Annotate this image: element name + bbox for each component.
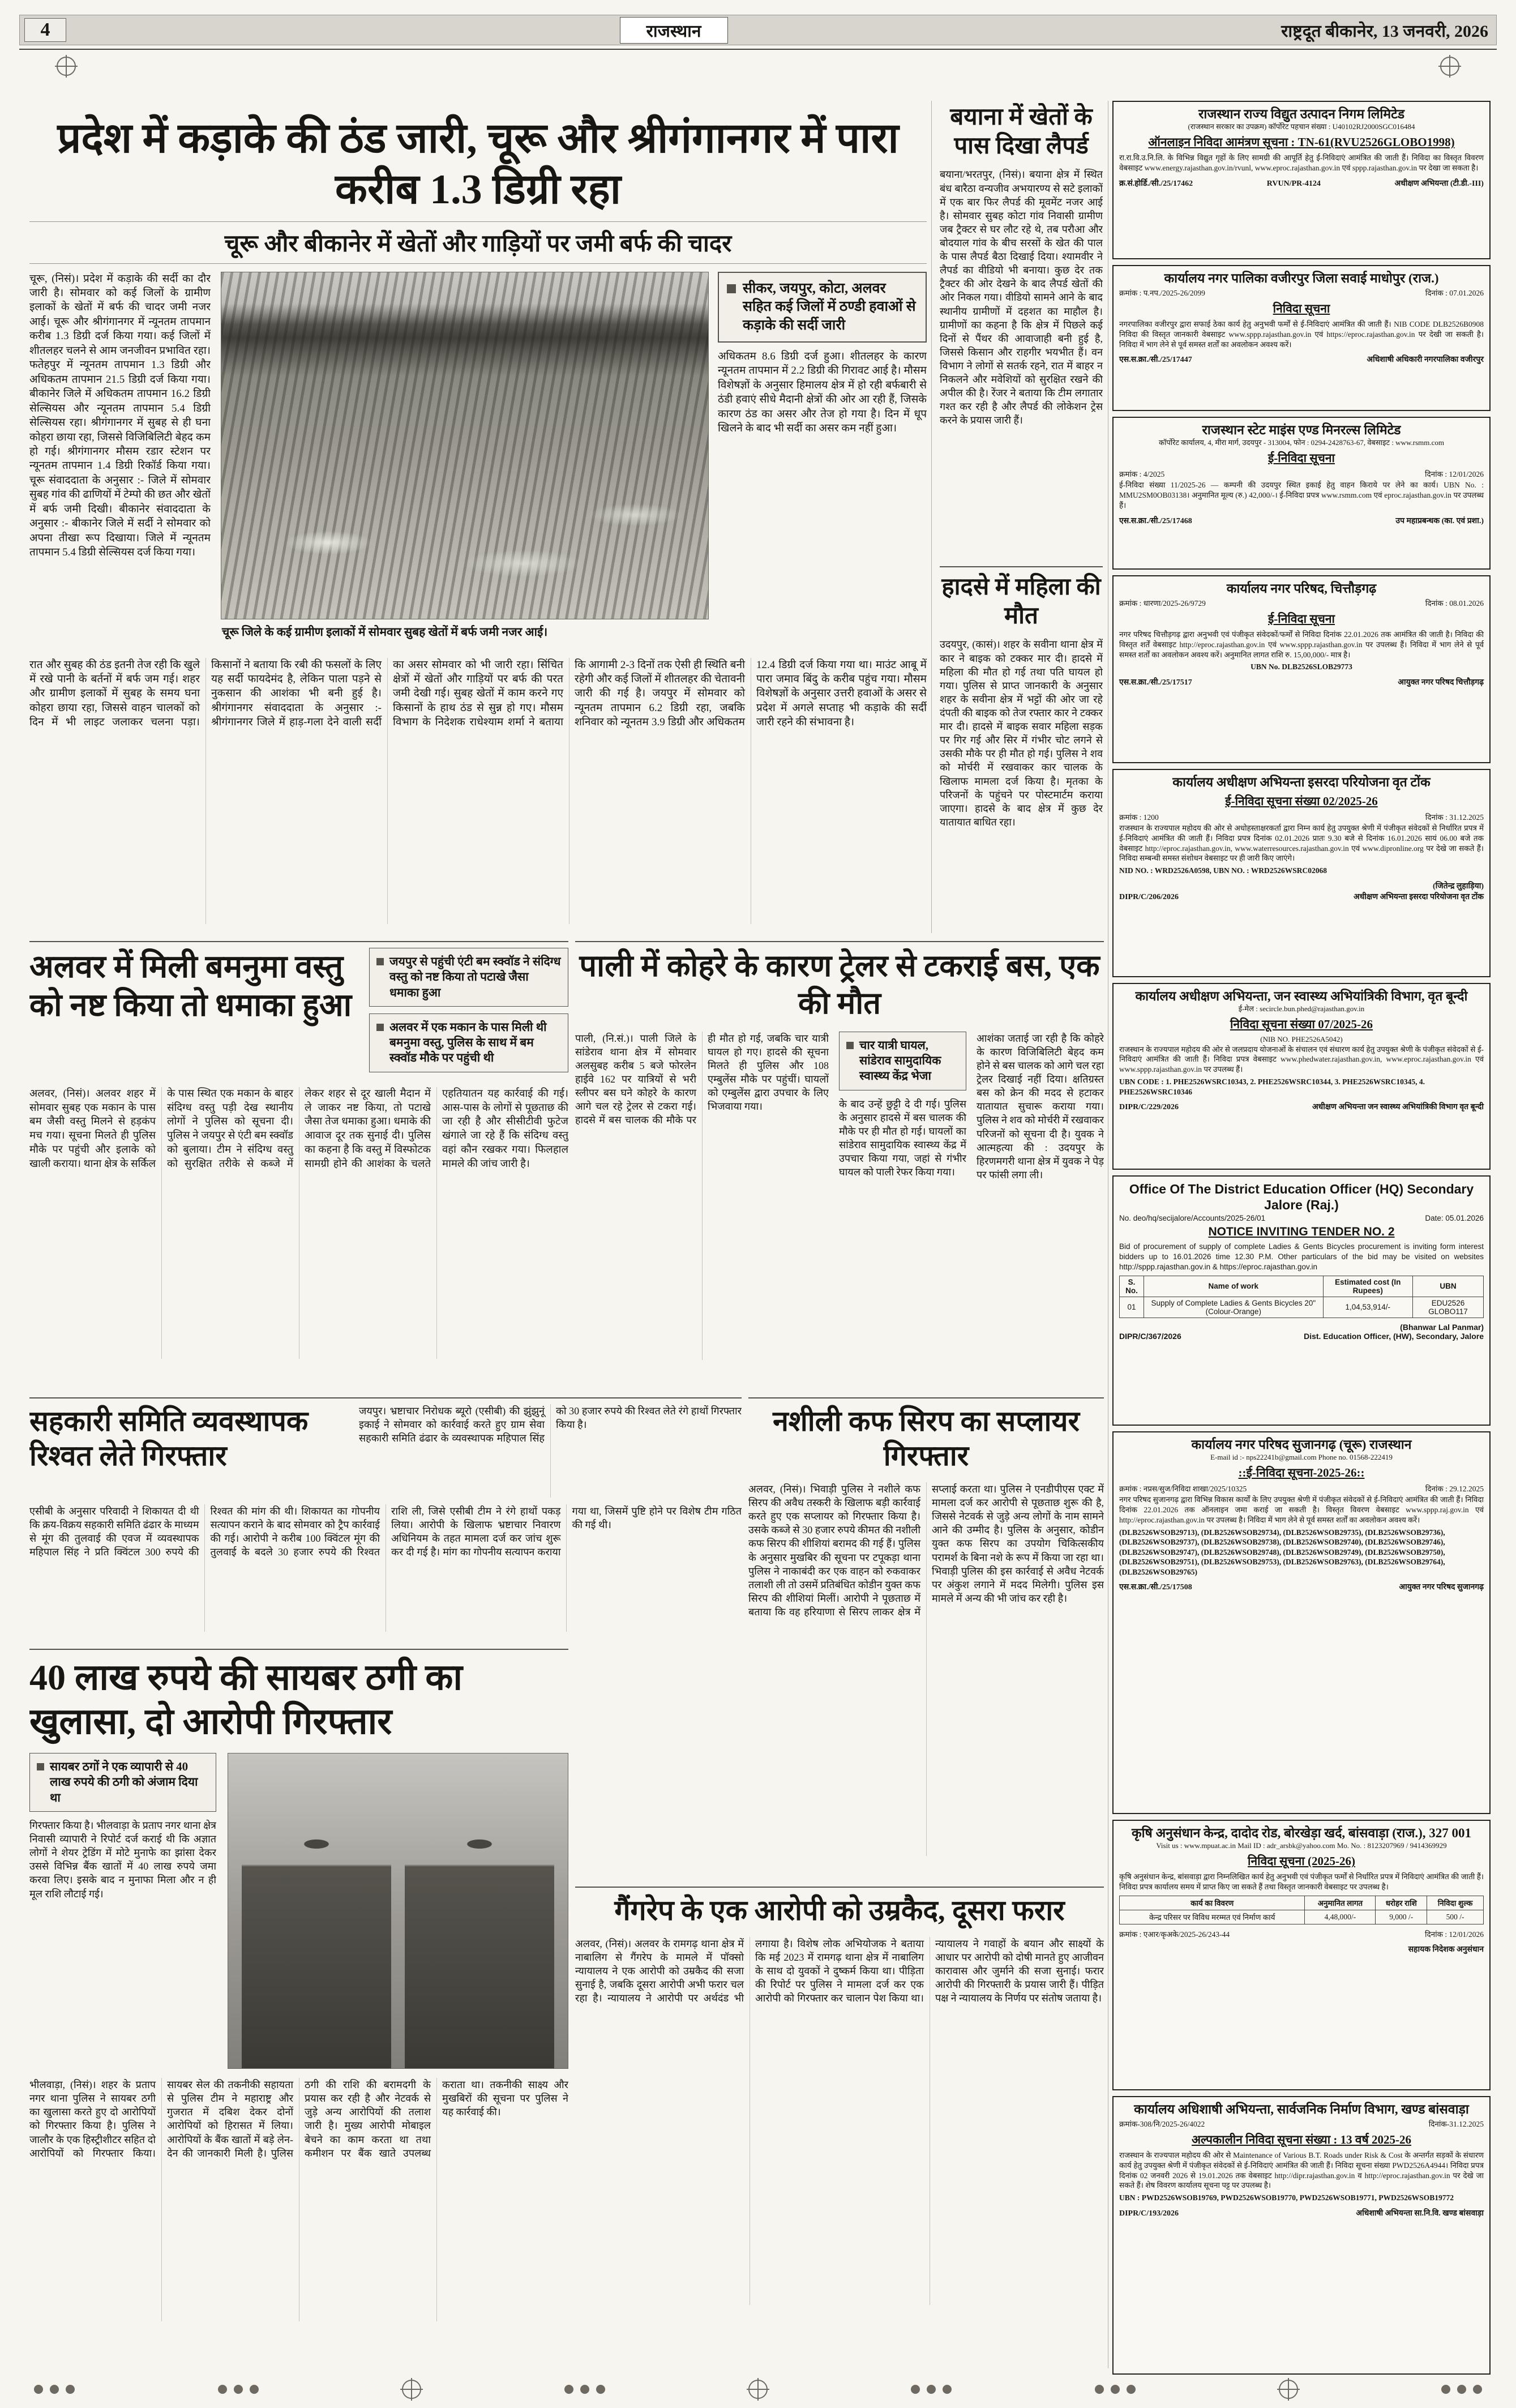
ad-body: राजस्थान के राज्यपाल महोदय की ओर से जलप्रदाय योजनाओं के संचालन एवं संधारण कार्य हेतु उपयुक्त श्रेणी के पंजीकृत संवेदकों से ई-निविदाएं आमंत्रित की जाती हैं। निविदा प्रपत्र वेबसाइट www.phedwater.rajasthan.gov.in, www.eproc.rajasthan.gov.in एवं www.sppp.rajasthan.gov.in पर उपलब्ध हैं। (1119, 1045, 1484, 1074)
story-body: एसीबी के अनुसार परिवादी ने शिकायत दी थी कि क्रय-विक्रय सहकारी समिति ढंढार के माध्यम से मूंग की तुलवाई की एवज में व्यवस्थापक महिपाल सिंह ने प्रति क्विंटल 300 रुपये की रिश्वत की मांग की थी। शिकायत का गोपनीय सत्यापन कराने के बाद सोमवार को ट्रैप कार्रवाई की गई। आरोपी ने करीब 100 क्विंटल मूंग की तुलवाई के बदले 30 हजार रुपये की रिश्वत राशि ली, जिसे एसीबी टीम ने रंगे हाथों पकड़ लिया। आरोपी के खिलाफ भ्रष्टाचार निवारण अधिनियम के तहत मामला दर्ज कर जांच शुरू कर दी गई है। मांग का गोपनीय सत्यापन कराया गया था, जिसमें पुष्टि होने पर विशेष टीम गठित की गई थी। (29, 1505, 742, 1558)
ad-footer (1119, 1581, 1484, 1592)
story-body: बयाना/भरतपुर, (निसं)। बयाना क्षेत्र में स्थित बंध बारैठा वन्यजीव अभयारण्य से सटे इलाकों में एक बार फिर लैपर्ड की मूवमेंट नजर आई है। सोमवार सुबह कोटा गांव निवासी ग्रामीण जब ट्रैक्टर से घर लौट रहे थे, तब परौआ और बोदयाल गांव के बीच सरसों के खेत की पाल के पास लैपर्ड बैठा दिखाई दिया। श्यामवीर ने लैपर्ड का वीडियो भी बनाया। कुछ देर तक ट्रैक्टर की ओर देखने के बाद लैपर्ड खेतों की ओर निकल गया। वीडियो सामने आने के बाद स्थानीय ग्रामीणों में दहशत का माहौल है। ग्रामीणों का कहना है कि क्षेत्र में पिछले कई दिनों से पैंथर की आवाजाही बनी हुई है, जिससे किसान और राहगीर भयभीत हैं। वन विभाग ने लोगों से सतर्क रहने, रात में बाहर न निकलने और मवेशियों को सुरक्षित रखने की अपील की है। रेंजर ने बताया कि टीम लगातार गश्त कर रही है और लैपर्ड की लोकेशन ट्रेस करने के प्रयास जारी हैं। (940, 169, 1103, 426)
highlight-text: अलवर में एक मकान के पास मिली थी बमनुमा वस्तु, पुलिस के साथ में बम स्क्वॉड मौके पर पहुंची थी (389, 1020, 547, 1065)
story-top-row (29, 948, 568, 1079)
ad-ref-number: क्रमांक : 1200 (1119, 813, 1159, 822)
ad-ubn: UBN CODE : 1. PHE2526WSRC10343, 2. PHE2526WSRC10344, 3. PHE2526WSRC10345, 4. PHE2526WSRC10346 (1119, 1077, 1425, 1096)
ad-ubn: UBN No. DLB2526SLOB29773 (1251, 662, 1352, 671)
story-headline: 40 लाख रुपये की सायबर ठगी का खुलासा, दो आरोपी गिरफ्तार (29, 1657, 462, 1742)
ad-ubn: NID NO. : WRD2526A0598, UBN NO. : WRD2526WSRC02068 (1119, 866, 1327, 875)
story-body-left: पाली, (नि.सं.)। पाली जिले के सांडेराव थाना क्षेत्र में सोमवार अलसुबह करीब 5 बजे फोरलेन हाईवे 162 पर यात्रियों से भरी स्लीपर बस घने कोहरे के कारण आगे चल रहे ट्रेलर से टकरा गई। हादसे में बस चालक की मौके पर ही मौत हो गई, जबकि चार यात्री घायल हो गए। हादसे की सूचना मिलते ही पुलिस और 108 एम्बुलेंस मौके पर पहुंचीं। घायलों को एम्बुलेंस द्वारा उपचार के लिए भिजवाया गया। (575, 1032, 829, 1126)
highlight-box (839, 1032, 966, 1090)
ad-signatory: अधिशाषी अधिकारी नगरपालिका वजीरपुर (1367, 356, 1484, 365)
ad-subtitle: (राजस्थान सरकार का उपक्रम) कॉर्पोरेट पहचान संख्या : U40102RJ2000SGC016484 (1188, 122, 1415, 131)
ad-subtitle: Visit us : www.mpuat.ac.in Mail ID : adr_arsbk@yahoo.com Mo. No. : 8123207969 / 9414369929 (1156, 1841, 1447, 1850)
ad-footer (1119, 515, 1484, 526)
ad-sign-name: (जितेन्द्र लुहाड़िया) (1433, 882, 1484, 891)
ad-heading: ::ई-निविदा सूचना-2025-26:: (1238, 1466, 1365, 1480)
tender-rvunl (1112, 101, 1491, 259)
ad-ref-number: क्रमांक : एआर/कृअके/2025-26/243-44 (1119, 1930, 1230, 1939)
ad-footer (1119, 880, 1484, 902)
ad-press-ref: RVUN/PR-4124 (1266, 179, 1321, 188)
ad-body: नगरपालिका वजीरपुर द्वारा सफाई ठेका कार्य हेतु अनुभवी फर्मों से ई-निविदाएं आमंत्रित की जाती हैं। NIB CODE DLB2526B0908 निविदा की विस्तृत जानकारी वेबसाइट www.sppp.rajasthan.gov.in एवं https://eproc.rajasthan.gov.in पर देखी जा सकती है। निविदा में भाग लेने से पूर्व समस्त शर्तों का अवलोकन अवश्य करें। (1119, 320, 1484, 349)
story-columns-row (575, 1032, 1104, 1360)
ad-title: कार्यालय अधीक्षण अभियन्ता, जन स्वास्थ्य अभियांत्रिकी विभाग, वृत बून्दी (1135, 989, 1468, 1003)
tender-sujangarh (1112, 1431, 1491, 1814)
ad-body: Bid of procurement of supply of complete Ladies & Gents Bicycles procurement is inviting form interest bidders up to 16.01.2026 time 12.30 P.M. Other particulars of the bid may be visited on websites http://sppp.rajasthan.gov.in & https://eproc.rajasthan.gov.in (1119, 1242, 1484, 1271)
story-headline: हादसे में महिला की मौत (941, 574, 1101, 630)
tender-isarda (1112, 769, 1491, 977)
ad-ref-number: क्र.सं.होर्डि./सी./25/17462 (1119, 179, 1193, 188)
ad-body: ई-निविदा संख्या 11/2025-26 — कम्पनी की उदयपुर स्थित इकाई हेतु वाहन किराये पर लेने का कार्य। UBN No. : MMU2SM0OB03138। अनुमानित मूल्य (रु.) 42,000/-। ई-निविदा प्रपत्र www.rsmm.com एवं eproc.rajasthan.gov.in पर उपलब्ध हैं। (1119, 481, 1484, 510)
print-dots (1095, 2385, 1136, 2394)
registration-mark (1440, 57, 1459, 76)
ad-ref-number: क्रमांक : धारणा/2025-26/9729 (1119, 599, 1206, 608)
ad-date: दिनांक : 07.01.2026 (1425, 289, 1484, 298)
story-cough-syrup-supplier (748, 1397, 1104, 1887)
registration-marks-row (34, 2380, 1482, 2399)
accused-men-photo (228, 1753, 568, 2069)
ad-heading: निविदा सूचना (2025-26) (1248, 1854, 1355, 1868)
person-silhouette (242, 1816, 391, 2068)
highlight-text: सीकर, जयपुर, कोटा, अलवर सहित कई जिलों में ठण्डी हवाओं से कड़ाके की सर्दी जारी (743, 280, 916, 333)
ad-sign-title: अधीक्षण अभियन्ता इसरदा परियोजना वृत टोंक (1354, 892, 1484, 901)
print-dots (34, 2385, 75, 2394)
side-text: अधिकतम 8.6 डिग्री दर्ज हुआ। शीतलहर के कारण न्यूनतम तापमान में 2.2 डिग्री की गिरावट आई है। मौसम विशेषज्ञों के अनुसार हिमालय क्षेत्र में हो रही बर्फबारी से ठंडी हवाएं सीधे मैदानी क्षेत्रों की ओर आ रही हैं, जिसके कारण ठंड का असर और तेज हो गया है। दिन में धूप खिलने के बाद भी सर्दी का असर कम नहीं हुआ। (718, 350, 927, 435)
ad-heading: ई-निविदा सूचना (1268, 451, 1335, 465)
ad-date: दिनांक : 12/01/2026 (1424, 470, 1484, 479)
story-intro: जयपुर। भ्रष्टाचार निरोधक ब्यूरो (एसीबी) की झुंझुनूं इकाई ने सोमवार को कार्रवाई करते हुए ग्राम सेवा सहकारी समिति ढंढार के व्यवस्थापक महिपाल सिंह को 30 हजार रुपये की रिश्वत लेते रंगे हाथों गिरफ्तार किया है। (359, 1405, 742, 1444)
tender-bundi (1112, 983, 1491, 1170)
table-cell: 1,04,53,914/- (1323, 1297, 1412, 1318)
ad-ref-number: DIPR/C/229/2026 (1119, 1103, 1179, 1112)
highlight-text: जयपुर से पहुंची एंटी बम स्क्वॉड ने संदिग्ध वस्तु को नष्ट किया तो पटाखे जैसा धमाका हुआ (389, 955, 561, 999)
ad-heading: ऑनलाइन निविदा आमंत्रण सूचना : TN-61(RVU2526GLOBO1998) (1148, 135, 1455, 149)
table-header: Estimated cost (In Rupees) (1323, 1276, 1412, 1297)
story-body: उदयपुर, (कासं)। शहर के सवीना थाना क्षेत्र में कार ने बाइक को टक्कर मार दी। हादसे में महिला की मौत हो गई तथा पति घायल हो गया। पुलिस से प्राप्त जानकारी के अनुसार शहर के सवीना क्षेत्र में भट्टों की ओर जा रहे दंपती की बाइक को तेज रफ्तार कार ने टक्कर मार दी। हादसे में बाइक सवार महिला सड़क पर गिर गई और सिर में गंभीर चोट लगने से उसकी मौके पर ही मौत हो गई। पुलिस ने शव को मोर्चरी में रखवाकर कार चालक के खिलाफ मामला दर्ज किया है। मृतका के परिजनों के पहुंचने पर पोस्टमार्टम कराया जाएगा। हादसे के बाद क्षेत्र में कुछ देर यातायात बाधित रहा। (940, 639, 1103, 828)
ad-footer (1119, 354, 1484, 365)
highlight-box (718, 272, 927, 343)
ad-footer (1119, 1323, 1484, 1341)
ad-heading: निविदा सूचना (1273, 302, 1330, 316)
ad-footer (1119, 2208, 1484, 2218)
ad-title: Office Of The District Education Officer (HQ) Secondary Jalore (Raj.) (1129, 1182, 1474, 1213)
registration-mark (1279, 2380, 1298, 2399)
ad-signatory: अधीक्षण अभियन्ता जन स्वास्थ्य अभियांत्रिकी विभाग वृत बून्दी (1312, 1103, 1484, 1112)
table-header-row (1120, 1896, 1484, 1910)
story-subhead: चूरू और बीकानेर में खेतों और गाड़ियों पर जमी बर्फ की चादर (29, 221, 927, 264)
story-leopard (940, 103, 1103, 561)
print-dots (564, 2385, 605, 2394)
story-headline: प्रदेश में कड़ाके की ठंड जारी, चूरू और श्रीगंगानगर में पारा करीब 1.3 डिग्री रहा (57, 116, 899, 213)
ad-refline (1119, 1929, 1484, 1939)
bullet-square-icon (37, 1763, 44, 1770)
tender-table (1119, 1276, 1484, 1318)
ad-body: नगर परिषद चित्तौड़गढ़ द्वारा अनुभवी एवं पंजीकृत संवेदकों/फर्मों से निविदा दिनांक 22.01.2026 तक आमंत्रित की जाती है। निविदा की विस्तृत शर्तें वेबसाइट http://eproc.rajasthan.gov.in एवं www.sppp.rajasthan.gov.in पर उपलब्ध हैं। निविदा में भाग लेने से पूर्व समस्त शर्तों का अवलोकन अवश्य करें। अनुमानित लागत राशि रु. 15,00,000/- मात्र है। (1119, 630, 1484, 659)
registration-mark (402, 2380, 421, 2399)
story-accident-death (940, 566, 1103, 940)
print-dots (218, 2385, 259, 2394)
table-header: धरोहर राशि (1376, 1896, 1427, 1910)
story-headline: सहकारी समिति व्यवस्थापक रिश्वत लेते गिरफ्तार (29, 1405, 309, 1472)
column-divider (931, 101, 932, 933)
page-number: 4 (24, 18, 66, 42)
ad-ref-number: No. deo/hq/secijalore/Accounts/2025-26/01 (1119, 1214, 1266, 1223)
tender-chittorgarh (1112, 575, 1491, 763)
table-row (1120, 1297, 1484, 1318)
table-cell: EDU2526 GLOBO117 (1413, 1297, 1484, 1318)
ad-date: दिनांक : 31.12.2025 (1425, 813, 1484, 822)
ad-ref-number: एस.स.क्रा./सी./25/17517 (1119, 678, 1192, 687)
ad-refline (1119, 598, 1484, 608)
photo-caption: चूरू जिले के कई ग्रामीण इलाकों में सोमवार सुबह खेतों में बर्फ जमी नजर आई। (222, 625, 548, 639)
story-side-text: गिरफ्तार किया है। भीलवाड़ा के प्रताप नगर थाना क्षेत्र निवासी व्यापारी ने रिपोर्ट दर्ज कराई थी कि अज्ञात लोगों ने शेयर ट्रेडिंग में मोटे मुनाफे का झांसा देकर उससे विभिन्न बैंक खातों में 40 लाख रुपये जमा करवा लिए। इसके बाद न मुनाफा मिला और न ही मूल राशि लौटाई गई। (29, 1820, 216, 1900)
ad-ref-number: क्रमांक-308/नि/2025-26/4022 (1119, 2120, 1205, 2129)
masthead-rule (19, 49, 1497, 50)
story-body-mid: के बाद उन्हें छुट्टी दे दी गई। पुलिस के अनुसार हादसे में बस चालक की मौके पर ही मौत हो गई। घायलों का सांडेराव सामुदायिक स्वास्थ्य केंद्र में उपचार किया गया, जहां से गंभीर घायल को पाली रेफर किया गया। (839, 1098, 966, 1178)
ad-body: राजस्थान के राज्यपाल महोदय की ओर से Maintenance of Various B.T. Roads under Risk & Cost के अन्तर्गत सड़कों के संधारण कार्य हेतु उपयुक्त श्रेणी में पंजीकृत संवेदकों से ई-निविदाएं आमंत्रित की जाती हैं। निविदा सूचना संख्या PWD2526A4944। निविदा प्रपत्र दिनांक 02 जनवरी 2026 से 19.01.2026 तक वेबसाइट http://dipr.rajasthan.gov.in व http://eproc.rajasthan.gov.in पर देखे जा सकते हैं। शेष विवरण कार्यालय सूचना पट्ट पर उपलब्ध है। (1119, 2151, 1484, 2190)
ad-ubn: UBN : PWD2526WSOB19769, PWD2526WSOB19770, PWD2526WSOB19771, PWD2526WSOB19772 (1119, 2193, 1454, 2202)
table-cell: 9,000 /- (1376, 1910, 1427, 1924)
ad-footer (1119, 677, 1484, 687)
ad-signatory: अधिशाषी अभियन्ता सा.नि.वि. खण्ड बांसवाड़ा (1356, 2209, 1484, 2218)
bullet-square-icon (376, 1024, 384, 1031)
tender-table (1119, 1896, 1484, 1924)
ad-ref-number: क्रमांक : नप्रस/सुज/निविदा शाखा/2025/10325 (1119, 1485, 1247, 1494)
registration-mark (748, 2380, 768, 2399)
table-header: कार्य का विवरण (1120, 1896, 1305, 1910)
table-header: S. No. (1120, 1276, 1144, 1297)
table-header-row (1120, 1276, 1484, 1297)
ad-refline (1119, 288, 1484, 298)
table-cell: केन्द्र परिसर पर विविध मरम्मत एवं निर्माण कार्य (1120, 1910, 1305, 1924)
ad-title: राजस्थान स्टेट माइंस एण्ड मिनरल्स लिमिटेड (1202, 423, 1401, 437)
bullet-square-icon (846, 1042, 854, 1049)
ad-refline (1119, 812, 1484, 822)
ad-heading: NOTICE INVITING TENDER NO. 2 (1208, 1225, 1395, 1239)
masthead (19, 15, 1497, 45)
ad-heading: निविदा सूचना संख्या 07/2025-26 (1230, 1017, 1373, 1032)
ad-heading: ई-निविदा सूचना संख्या 02/2025-26 (1225, 794, 1378, 809)
ad-title: कार्यालय अधीक्षण अभियन्ता इसरदा परियोजना वृत टोंक (1172, 775, 1431, 789)
ad-signatory: सहायक निदेशक अनुसंधान (1408, 1945, 1484, 1954)
ad-date: दिनांक : 08.01.2026 (1425, 599, 1484, 608)
ad-body: राजस्थान के राज्यपाल महोदय की ओर से अधोहस्ताक्षरकर्ता द्वारा निम्न कार्य हेतु उपयुक्त श्रेणी में पंजीकृत संवेदकों से निर्धारित प्रपत्र में ई-निविदाएं आमंत्रित की जाती हैं। निविदा प्रपत्र दिनांक 02.01.2026 प्रातः 9.30 बजे से दिनांक 16.01.2026 सायं 06.00 बजे तक वेबसाइट http://eproc.rajasthan.gov.in, www.waterresources.rajasthan.gov.in एवं www.dipronline.org पर देखे जा सकते हैं। निविदा सम्बन्धी समस्त संशोधन वेबसाइट पर ही जारी किए जाएंगे। (1119, 824, 1484, 863)
ad-body: नगर परिषद सुजानगढ़ द्वारा विभिन्न विकास कार्यों के लिए उपयुक्त श्रेणी में पंजीकृत संवेदकों से ई-निविदाएं आमंत्रित की जाती हैं। निविदा दिनांक 22.01.2026 तक ऑनलाइन जमा कराई जा सकती है। विस्तृत विवरण वेबसाइट www.sppp.raj.gov.in एवं http://eproc.rajasthan.gov.in पर उपलब्ध है। निविदा में भाग लेने से पूर्व समस्त शर्तों का अवलोकन अवश्य करें। (1119, 1495, 1484, 1524)
story-photo-row (29, 272, 927, 650)
ad-ref-number: एस.स.क्रा./सी./25/17447 (1119, 356, 1192, 365)
story-bus-trailer-collision (575, 941, 1104, 1398)
print-dots (1441, 2385, 1482, 2394)
person-silhouette (405, 1816, 554, 2068)
ad-refline (1119, 1483, 1484, 1494)
ad-footer (1119, 1101, 1484, 1112)
ad-title: कृषि अनुसंधान केन्द्र, दादोद रोड, बोरखेड़ा खर्द, बांसवाड़ा (राज.), 327 001 (1131, 1826, 1472, 1840)
ad-signatory: उप महाप्रबन्धक (का. एवं प्रशा.) (1395, 516, 1484, 525)
story-bribery-arrest (29, 1397, 742, 1649)
table-header: UBN (1413, 1276, 1484, 1297)
ad-ref-number: एस.स.क्रा./सी./25/17508 (1119, 1583, 1192, 1592)
ad-title: कार्यालय नगर परिषद, चित्तौड़गढ़ (1226, 581, 1377, 596)
bullet-square-icon (727, 284, 736, 293)
story-headline: अलवर में मिली बमनुमा वस्तु को नष्ट किया तो धमाका हुआ (29, 949, 352, 1024)
ad-ref-number: क्रमांक : 4/2025 (1119, 470, 1165, 479)
story-lead-column: चूरू, (निसं)। प्रदेश में कड़ाके की सर्दी का दौर जारी है। सोमवार को कई जिलों के ग्रामीण इलाकों के खेतों में बर्फ की चादर जमी नजर आई। चूरू और श्रीगंगानगर में न्यूनतम तापमान करीब 1.3 डिग्री दर्ज किया गया। कई जिलों में शीतलहर चलने से आम जनजीवन प्रभावित रहा। फतेहपुर में न्यूनतम तापमान 1.3 डिग्री और अधिकतम तापमान 21.5 डिग्री दर्ज किया गया। बीकानेर जिले में अधिकतम तापमान 16.2 डिग्री सेल्सियस और न्यूनतम तापमान 5.4 डिग्री सेल्सियस रहा। श्रीगंगानगर में सुबह से ही घना कोहरा छाया रहा, जिससे विजिबिलिटी बेहद कम हो गई। श्रीगंगानगर मौसम रडार स्टेशन पर न्यूनतम तापमान 1.4 डिग्री रिकॉर्ड किया गया। चूरू संवाददाता के अनुसार :- जिले में सोमवार सुबह गांव की ढाणियों में टेम्पो की छत और खेतों में बर्फ जमी दिखी। बीकानेर संवाददाता के अनुसार :- बीकानेर जिले में सर्दी ने सोमवार को अपना तीखा रूप दिखाया। जिले में न्यूनतम तापमान 5.4 डिग्री सेल्सियस दर्ज किया गया। (29, 272, 211, 559)
ad-footer (1119, 1944, 1484, 1954)
ad-ref-number: DIPR/C/206/2026 (1119, 892, 1179, 901)
ad-subtitle: कॉर्पोरेट कार्यालय, 4, मीरा मार्ग, उदयपुर - 313004, फोन : 0294-2428763-67, वेबसाइट : www.rsmm.com (1158, 438, 1444, 447)
ad-subtitle: E-mail id :- nps22241b@gmail.com Phone no. 01568-222419 (1210, 1453, 1393, 1462)
ad-sign-title: Dist. Education Officer, (HW), Secondary, Jalore (1304, 1331, 1484, 1341)
ad-signatory (1304, 1323, 1484, 1341)
registration-mark (57, 57, 76, 76)
masthead-center (66, 17, 1281, 44)
story-headline: नशीली कफ सिरप का सप्लायर गिरफ्तार (773, 1405, 1080, 1472)
ad-date: दिनांक : 12/01/2026 (1424, 1930, 1484, 1939)
ad-date: Date: 05.01.2026 (1425, 1214, 1484, 1223)
ad-title: कार्यालय नगर परिषद सुजानगढ़ (चूरू) राजस्थान (1191, 1438, 1412, 1452)
tender-notices-column (1112, 101, 1491, 2380)
story-photo-row (29, 1753, 568, 2070)
story-cyber-fraud (29, 1649, 568, 2370)
ad-refline (1119, 2119, 1484, 2129)
story-body-right: आशंका जताई जा रही है कि कोहरे के कारण विजिबिलिटी बेहद कम होने से बस चालक को आगे चल रहा ट्रेलर दिखाई नहीं दिया। क्षतिग्रस्त बस को क्रेन की मदद से हटाकर यातायात सुचारू कराया गया। पुलिस ने शव को मोर्चरी में रखवाकर परिजनों को सूचना दी है। युवक ने आत्महत्या की : उदयपुर के हिरणमगरी थाना क्षेत्र में युवक ने पेड़ पर फांसी लगा ली। (977, 1032, 1104, 1181)
table-header: निविदा शुल्क (1427, 1896, 1484, 1910)
ad-ref-number: एस.स.क्रा./सी./25/17468 (1119, 516, 1192, 525)
print-dots (911, 2385, 952, 2394)
ad-refline (1119, 1214, 1484, 1222)
table-header: अनुमानित लागत (1305, 1896, 1376, 1910)
frost-field-photo (221, 272, 709, 619)
story-body: भीलवाड़ा, (निसं)। शहर के प्रताप नगर थाना पुलिस ने सायबर ठगी का खुलासा करते हुए दो आरोपियों को गिरफ्तार किया है। पुलिस ने जालौर के एक हिस्ट्रीशीटर सहित दो आरोपियों को गिरफ्तार किया। सायबर सेल की तकनीकी सहायता से पुलिस टीम ने महाराष्ट्र और गुजरात में दबिश देकर दोनों आरोपियों को हिरासत में लिया। आरोपियों के बैंक खातों में बड़े लेन-देन की जानकारी मिली है। पुलिस ठगी की राशि की बरामदगी के प्रयास कर रही है और नेटवर्क से जुड़े अन्य आरोपियों की तलाश जारी है। मुख्य आरोपी मोबाइल बेचने का काम करता था तथा कमीशन पर बैंक खाते उपलब्ध कराता था। तकनीकी साक्ष्य और मुखबिरों की सूचना पर पुलिस ने यह कार्रवाई की। (29, 2079, 568, 2159)
tender-agri-research (1112, 1820, 1491, 2090)
ad-title: कार्यालय नगर पालिका वजीरपुर जिला सवाई माधोपुर (राज.) (1164, 271, 1439, 285)
tender-wazirpur (1112, 265, 1491, 411)
story-headline: बयाना में खेतों के पास दिखा लैपर्ड (950, 104, 1093, 160)
story-side-column (29, 1753, 216, 2070)
table-cell: Supply of Complete Ladies & Gents Bicycles 20" (Colour-Orange) (1144, 1297, 1324, 1318)
highlight-box (29, 1753, 216, 1812)
story-gangrape-verdict (575, 1887, 1104, 2372)
highlight-text: चार यात्री घायल, सांडेराव सामुदायिक स्वास्थ्य केंद्र भेजा (859, 1038, 941, 1083)
highlight-text: सायबर ठगों ने एक व्यापारी से 40 लाख रुपये की ठगी को अंजाम दिया था (50, 1760, 198, 1804)
tender-jalore-education (1112, 1175, 1491, 1426)
ad-signatory (1354, 880, 1484, 902)
ad-ubn-list: (DLB2526WSOB29713), (DLB2526WSOB29734), (DLB2526WSOB29735), (DLB2526WSOB29736), (DLB2526WSOB29737), (DLB2526WSOB29738), (DLB2526WSOB29740), (DLB2526WSOB29746), (DLB2526WSOB29747), (DLB2526WSOB29748), (DLB2526WSOB29749), (DLB2526WSOB29750), (DLB2526WSOB29751), (DLB2526WSOB29753), (DLB2526WSOB29763), (DLB2526WSOB29764), (DLB2526WSOB29765) (1119, 1528, 1445, 1576)
ad-signatory: आयुक्त नगर परिषद सुजानगढ़ (1399, 1583, 1484, 1592)
story-body: अलवर, (निसं)। भिवाड़ी पुलिस ने नशीले कफ सिरप की अवैध तस्करी के खिलाफ बड़ी कार्रवाई करते हुए एक सप्लायर को गिरफ्तार किया है। उसके कब्जे से 30 हजार रुपये कीमत की नशीली कफ सिरप की शीशियां बरामद की गई हैं। पुलिस के अनुसार मुखबिर की सूचना पर टपूकड़ा थाना पुलिस ने नाकाबंदी कर एक वाहन को रुकवाकर तलाशी ली तो उसमें प्रतिबंधित कोडीन युक्त कफ सिरप की शीशियां मिलीं। आरोपी ने पूछताछ में बताया कि वह हरियाणा से सिरप लाकर क्षेत्र में सप्लाई करता था। पुलिस ने एनडीपीएस एक्ट में मामला दर्ज कर आरोपी से पूछताछ शुरू की है, जिससे नेटवर्क से जुड़े अन्य लोगों के नाम सामने आने की उम्मीद है। पुलिस के अनुसार, कोडीन युक्त कफ सिरप का उपयोग चिकित्सकीय परामर्श के बिना नशे के रूप में किया जा रहा था। भिवाड़ी पुलिस की इस कार्रवाई से अवैध नेटवर्क पर अंकुश लगाने में मदद मिलेगी। पुलिस इस मामले में अन्य की भी जांच कर रही है। (748, 1483, 1104, 1618)
ad-date: दिनांक : 29.12.2025 (1425, 1485, 1484, 1494)
photo-block (221, 272, 708, 650)
story-headline: पाली में कोहरे के कारण ट्रेलर से टकराई बस, एक की मौत (579, 949, 1100, 1020)
ad-body: रा.रा.वि.उ.नि.लि. के विभिन्न विद्युत गृहों के लिए सामग्री की आपूर्ति हेतु ई-निविदाएं आमंत्रित की जाती हैं। निविदा का विस्तृत विवरण वेबसाइट www.energy.rajasthan.gov.in/rvunl, www.eproc.rajasthan.gov.in एवं sppp.rajasthan.gov.in पर देखा जा सकता है। (1119, 153, 1484, 173)
story-top-row (29, 1404, 742, 1498)
story-headline: गैंगरेप के एक आरोपी को उम्रकैद, दूसरा फरार (614, 1894, 1065, 1926)
tender-pwd-banswara (1112, 2096, 1491, 2375)
ad-subtitle: ई-मेल : secircle.bun.phed@rajasthan.gov.in (1238, 1004, 1365, 1013)
ad-refline (1119, 469, 1484, 479)
highlight-box (369, 948, 568, 1007)
table-cell: 01 (1120, 1297, 1144, 1318)
ad-ref-number: DIPR/C/193/2026 (1119, 2209, 1179, 2218)
story-body: अलवर, (निसं)। अलवर के रामगढ़ थाना क्षेत्र में नाबालिग से गैंगरेप के मामले में पॉक्सो न्यायालय ने एक आरोपी को उम्रकैद की सजा सुनाई है, जबकि दूसरा आरोपी अभी फरार चल रहा है। न्यायालय ने आरोपी पर अर्थदंड भी लगाया है। विशेष लोक अभियोजक ने बताया कि मई 2023 में रामगढ़ थाना क्षेत्र में नाबालिग के साथ दो युवकों ने दुष्कर्म किया था। पीड़िता की रिपोर्ट पर पुलिस ने मामला दर्ज कर एक आरोपी को गिरफ्तार कर चालान पेश किया था। न्यायालय ने गवाहों के बयान और साक्ष्यों के आधार पर आरोपी को दोषी मानते हुए आजीवन कारावास और जुर्माने की सजा सुनाई। फरार आरोपी की गिरफ्तारी के प्रयास जारी हैं। पीड़ित पक्ष ने न्यायालय के निर्णय पर संतोष जताया है। (575, 1938, 1104, 2004)
ad-ref-number: क्रमांक : प.नप./2025-26/2099 (1119, 289, 1205, 298)
ad-sign-name: (Bhanwar Lal Panmar) (1400, 1322, 1484, 1332)
ad-date: दिनांक-31.12.2025 (1428, 2120, 1484, 2129)
ad-signatory: अधीक्षण अभियन्ता (टी.डी.-III) (1394, 179, 1484, 188)
story-bottom-columns: रात और सुबह की ठंड इतनी तेज रही कि खुले में रखे पानी के बर्तनों में बर्फ जम गई। शहर और ग्रामीण इलाकों में सुबह के समय घना कोहरा छाया रहा, जिससे वाहन चालकों को दिन में भी लाइट जलाकर चलना पड़ा। किसानों ने बताया कि रबी की फसलों के लिए यह सर्दी फायदेमंद है, लेकिन पाला पड़ने से नुकसान की आशंका भी बनी हुई है। श्रीगंगानगर संवाददाता के अनुसार :- श्रीगंगानगर जिले में हाड़-गला देने वाली सर्दी का असर सोमवार को भी जारी रहा। सिंचित क्षेत्रों में खेतों और गाड़ियों पर बर्फ की परत जमी देखी गई। सुबह खेतों में काम करने गए किसानों के हाथ ठंड से सुन्न हो गए। मौसम विभाग के निदेशक राधेश्याम शर्मा ने बताया कि आगामी 2-3 दिनों तक ऐसी ही स्थिति बनी रहेगी और कई जिलों में शीतलहर की चेतावनी जारी की गई है। जयपुर में सोमवार को न्यूनतम तापमान 6.2 डिग्री रहा, जबकि शनिवार को न्यूनतम 3.9 डिग्री और अधिकतम 12.4 डिग्री दर्ज किया गया था। माउंट आबू में पारा जमाव बिंदु के करीब पहुंच गया। मौसम विशेषज्ञों के अनुसार उत्तरी हवाओं के असर से प्रदेश में अगले सप्ताह भी कड़ाके की सर्दी जारी रहने की संभावना है। (29, 658, 927, 729)
table-header: Name of work (1144, 1276, 1324, 1297)
ad-title: राजस्थान राज्य विद्युत उत्पादन निगम लिमिटेड (1198, 107, 1404, 121)
ad-footer (1119, 178, 1484, 189)
ad-body: कृषि अनुसंधान केन्द्र, बांसवाड़ा द्वारा निम्नलिखित कार्य हेतु अनुभवी एवं पंजीकृत फर्मों से निर्धारित प्रपत्र में निविदाएं आमंत्रित की जाती हैं। निविदा प्रपत्र कार्यालय समय में प्राप्त किए जा सकते हैं तथा विस्तृत जानकारी वेबसाइट पर उपलब्ध है। (1119, 1872, 1484, 1892)
story-cold-wave (29, 113, 927, 929)
story-bomb-like-object (29, 941, 568, 1398)
table-cell: 4,48,000/- (1305, 1910, 1376, 1924)
story-side-column (718, 272, 927, 650)
tender-rsmml (1112, 417, 1491, 570)
highlight-box (369, 1013, 568, 1072)
ad-title: कार्यालय अधिशाषी अभियन्ता, सार्वजनिक निर्माण विभाग, खण्ड बांसवाड़ा (1134, 2102, 1469, 2116)
edition-date: राष्ट्रदूत बीकानेर, 13 जनवरी, 2026 (1281, 22, 1488, 41)
table-cell: 500 /- (1427, 1910, 1484, 1924)
region-title: राजस्थान (620, 17, 728, 44)
story-mid-column (839, 1032, 966, 1360)
ad-heading: अल्पकालीन निविदा सूचना संख्या : 13 वर्ष 2025-26 (1192, 2133, 1411, 2147)
ad-heading: ई-निविदा सूचना (1268, 612, 1335, 626)
ad-signatory: आयुक्त नगर परिषद चित्तौड़गढ़ (1398, 678, 1484, 687)
ad-ref-number: DIPR/C/367/2026 (1119, 1331, 1181, 1341)
ad-nib-number: (NIB NO. PHE2526A5042) (1260, 1035, 1343, 1044)
bullet-square-icon (376, 958, 384, 965)
story-body: अलवर, (निसं)। अलवर शहर में सोमवार सुबह एक मकान के पास बम जैसी वस्तु मिलने से हड़कंप मच गया। सूचना मिलते ही पुलिस मौके पर पहुंची और इलाके को खाली कराया। थाना क्षेत्र के सर्किल के पास स्थित एक मकान के बाहर संदिग्ध वस्तु पड़ी देख स्थानीय लोगों ने पुलिस को सूचना दी। पुलिस ने जयपुर से एंटी बम स्क्वॉड को बुलाया। टीम ने संदिग्ध वस्तु को सुरक्षित तरीके से कब्जे में लेकर शहर से दूर खाली मैदान में ले जाकर नष्ट किया, तो पटाखे जैसा तेज धमाका हुआ। धमाके की आवाज दूर तक सुनाई दी। पुलिस का कहना है कि वस्तु में विस्फोटक सामग्री होने की आशंका के चलते एहतियातन यह कार्रवाई की गई। आस-पास के लोगों से पूछताछ की जा रही है और सीसीटीवी फुटेज खंगाले जा रहे हैं कि संदिग्ध वस्तु वहां कौन रखकर गया। फिलहाल मामले की जांच जारी है। (29, 1088, 568, 1170)
highlight-boxes (369, 948, 568, 1079)
table-row (1120, 1910, 1484, 1924)
